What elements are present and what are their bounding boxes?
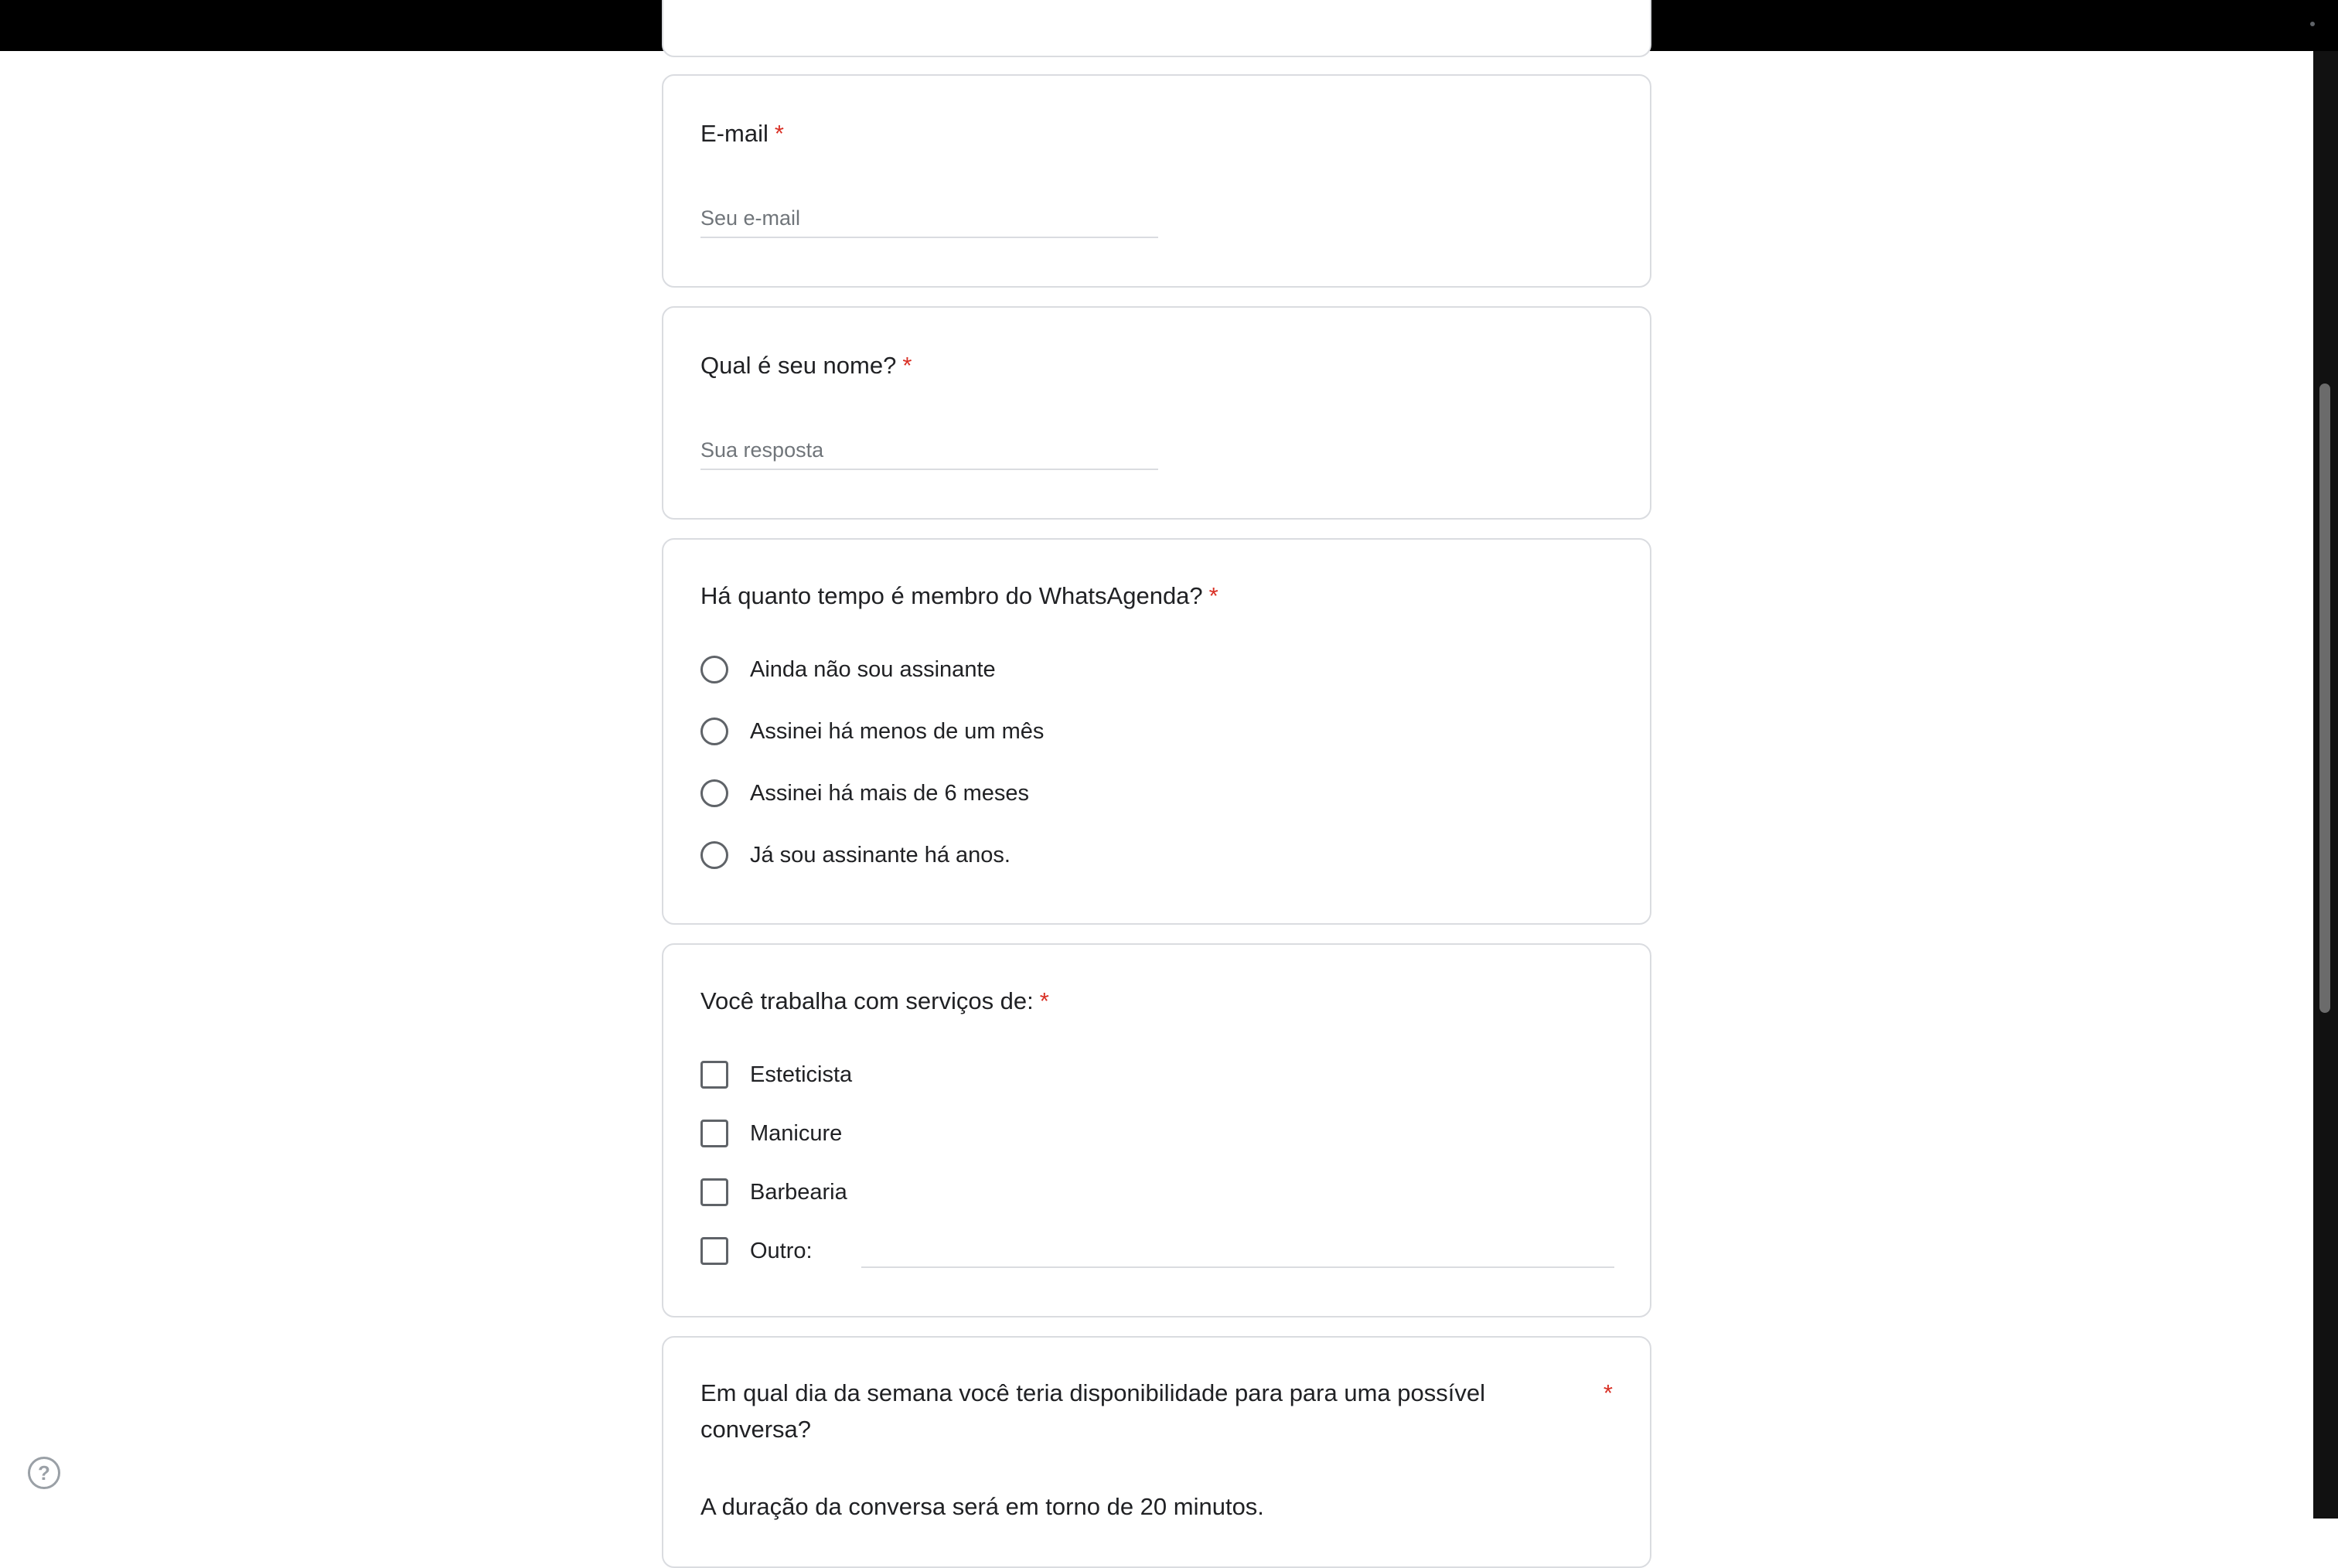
email-question-card — [662, 74, 1651, 288]
services-option-barbearia[interactable] — [700, 1175, 847, 1209]
email-input[interactable] — [700, 199, 1158, 238]
name-question-title — [700, 348, 912, 383]
name-question-label: Qual é seu nome? — [700, 352, 897, 379]
option-label: Outro: — [750, 1238, 813, 1263]
required-asterisk: * — [1208, 582, 1218, 609]
availability-question-description: A duração da conversa será em torno de 20 minutos. — [700, 1493, 1264, 1520]
membership-option-less-than-month[interactable] — [700, 714, 1044, 748]
option-label: Assinei há mais de 6 meses — [750, 780, 1030, 806]
membership-question-title — [700, 578, 1218, 614]
checkbox-icon[interactable] — [700, 1178, 728, 1206]
email-question-title — [700, 116, 784, 152]
camera-indicator-icon — [2310, 22, 2315, 26]
vertical-scrollbar[interactable] — [2313, 51, 2338, 1519]
checkbox-icon[interactable] — [700, 1061, 728, 1089]
radio-button-icon[interactable] — [700, 656, 728, 683]
help-circle-icon[interactable]: ? — [28, 1457, 60, 1489]
required-asterisk: * — [1603, 1379, 1613, 1406]
availability-question-label: Em qual dia da semana você teria disponibilidade para para uma possível conversa? — [700, 1379, 1485, 1443]
option-label: Esteticista — [750, 1062, 853, 1087]
required-asterisk: * — [774, 120, 784, 147]
membership-option-not-subscriber[interactable] — [700, 653, 996, 687]
option-label: Manicure — [750, 1120, 843, 1146]
previous-card-edge — [662, 0, 1651, 57]
radio-button-icon[interactable] — [700, 779, 728, 807]
name-input[interactable] — [700, 431, 1158, 470]
required-asterisk: * — [1039, 987, 1049, 1014]
availability-question-card — [662, 1336, 1651, 1568]
services-question-title — [700, 983, 1049, 1019]
option-label: Ainda não sou assinante — [750, 656, 996, 682]
membership-question-card — [662, 538, 1651, 925]
membership-option-more-than-6-months[interactable] — [700, 776, 1029, 810]
option-label: Assinei há menos de um mês — [750, 718, 1045, 744]
services-option-other[interactable] — [700, 1234, 813, 1268]
scrollbar-thumb[interactable] — [2319, 383, 2330, 1013]
radio-button-icon[interactable] — [700, 718, 728, 745]
checkbox-icon[interactable] — [700, 1120, 728, 1147]
option-label: Barbearia — [750, 1179, 847, 1205]
services-question-card — [662, 943, 1651, 1317]
membership-option-years[interactable] — [700, 838, 1011, 872]
option-label: Já sou assinante há anos. — [750, 842, 1011, 868]
required-asterisk: * — [902, 352, 912, 379]
other-service-input[interactable] — [861, 1232, 1614, 1268]
services-question-label: Você trabalha com serviços de: — [700, 987, 1034, 1014]
radio-button-icon[interactable] — [700, 841, 728, 869]
name-question-card — [662, 306, 1651, 520]
services-option-esteticista[interactable] — [700, 1058, 852, 1092]
membership-question-label: Há quanto tempo é membro do WhatsAgenda? — [700, 582, 1203, 609]
services-option-manicure[interactable] — [700, 1116, 842, 1150]
email-question-label: E-mail — [700, 120, 769, 147]
checkbox-icon[interactable] — [700, 1237, 728, 1265]
